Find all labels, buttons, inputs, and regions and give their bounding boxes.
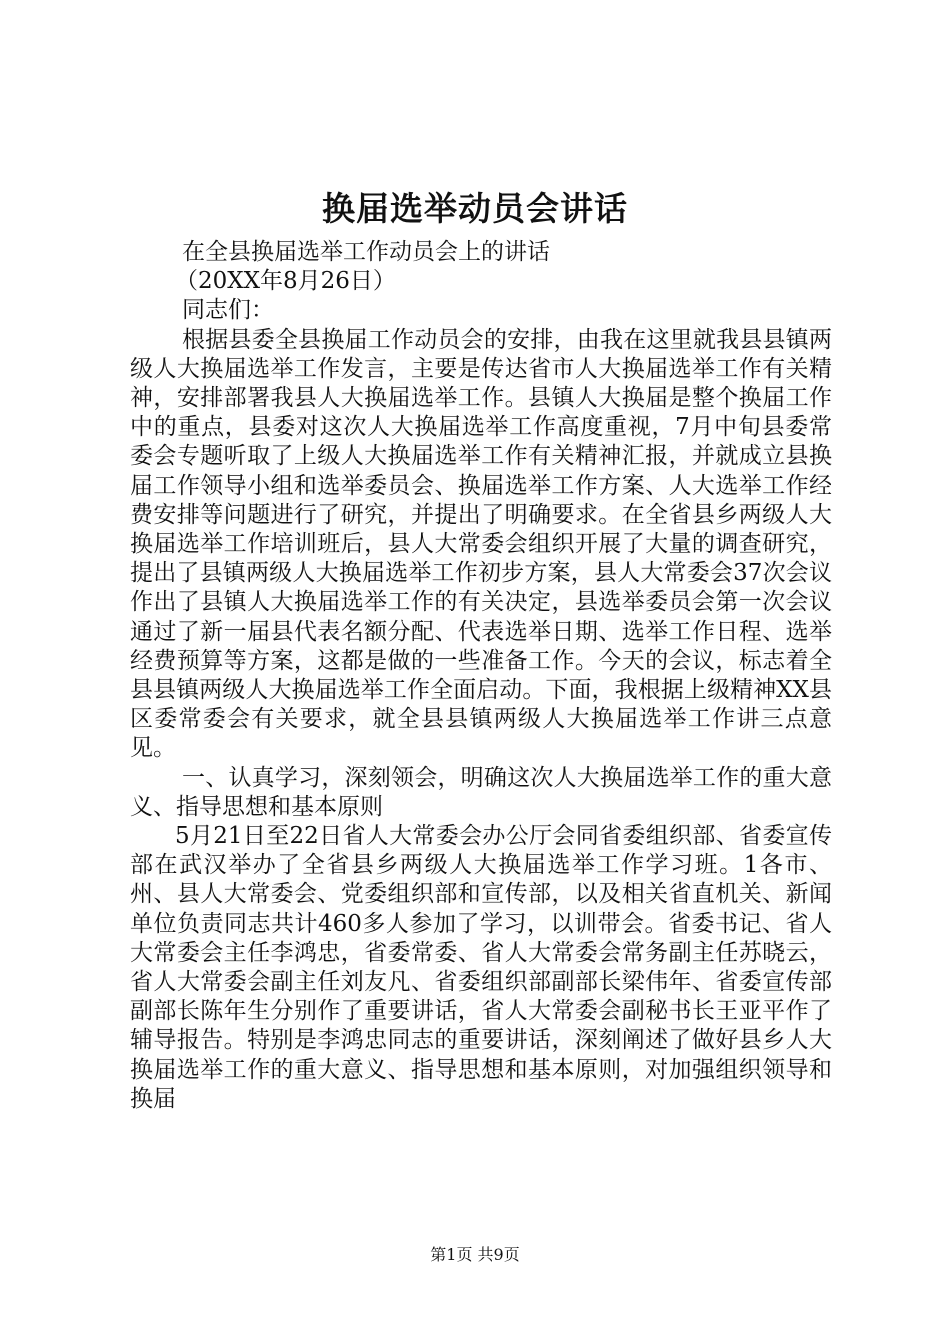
page-footer: 第1页 共9页 xyxy=(430,1245,520,1264)
section-heading: 一、认真学习，深刻领会，明确这次人大换届选举工作的重大意义、指导思想和基本原则 xyxy=(130,764,832,820)
document-body xyxy=(130,238,832,1114)
salutation: 同志们： xyxy=(182,297,274,324)
speech-date: （20XX年8月26日） xyxy=(175,268,396,295)
body-paragraph: 5月21日至22日省人大常委会办公厅会同省委组织部、省委宣传部在武汉举办了全省县乡两级人大换届选举工作学习班。1各市、州、县人大常委会、党委组织部和宣传部，以及相关省直机关、新闻单位负责同志共计460多人参加了学习，以训带会。省委书记、省人大常委会主任李鸿忠，省委常委、省人大常委会常务副主任苏晓云，省人大常委会副主任刘友凡、省委组织部副部长梁伟年、省委宣传部副部长陈年生分别作了重要讲话，省人大常委会副秘书长王亚平作了辅导报告。特别是李鸿忠同志的重要讲话，深刻阐述了做好县乡人大换届选举工作的重大意义、指导思想和基本原则，对加强组织领导和换届 xyxy=(130,823,832,1112)
document-title: 换届选举动员会讲话 xyxy=(322,189,628,228)
speech-subtitle: 在全县换届选举工作动员会上的讲话 xyxy=(182,239,550,265)
body-paragraph: 根据县委全县换届工作动员会的安排，由我在这里就我县县镇两级人大换届选举工作发言，主要是传达省市人大换届选举工作有关精神，安排部署我县人大换届选举工作。县镇人大换届是整个换届工作中的重点，县委对这次人大换届选举工作高度重视，7月中旬县委常委会专题听取了上级人大换届选举工作有关精神汇报，并就成立县换届工作领导小组和选举委员会、换届选举工作方案、人大选举工作经费安排等问题进行了研究，并提出了明确要求。在全省县乡两级人大换届选举工作培训班后，县人大常委会组织开展了大量的调查研究，提出了县镇两级人大换届选举工作初步方案，县人大常委会37次会议作出了县镇人大换届选举工作的有关决定，县选举委员会第一次会议通过了新一届县代表名额分配、代表选举日期、选举工作日程、选举经费预算等方案，这都是做的一些准备工作。今天的会议，标志着全县县镇两级人大换届选举工作全面启动。下面，我根据上级精神XX县区委常委会有关要求，就全县县镇两级人大换届选举工作讲三点意见。 xyxy=(130,326,832,762)
